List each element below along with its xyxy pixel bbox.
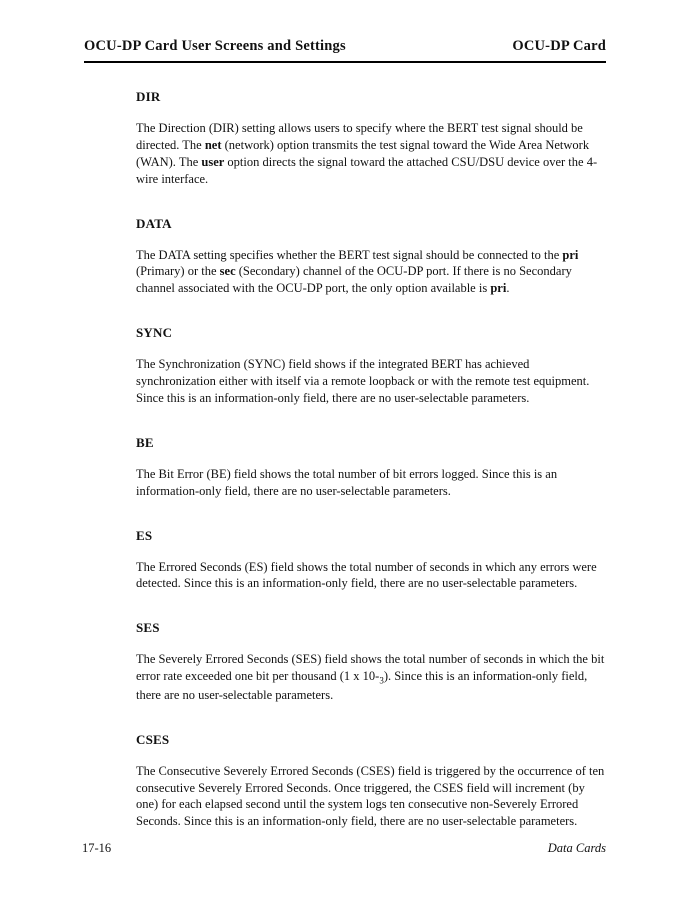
text-run: (network) option transmits the test signal toward the Wide Area Network (WAN). The (136, 137, 590, 169)
paragraph (136, 120, 606, 188)
paragraph (136, 559, 606, 593)
text-run: The Direction (DIR) setting allows users to specify where the BERT test signal should be directed. The (136, 121, 583, 152)
text-run: sec (219, 264, 236, 279)
section-heading: DIR (136, 89, 161, 104)
section-heading: DATA (136, 215, 172, 231)
text-run: (Primary) or the (136, 264, 220, 279)
paragraph (136, 763, 606, 831)
header-title-left: OCU-DP Card User Screens and Settings (84, 38, 346, 54)
section-heading: BE (136, 434, 154, 450)
page-footer (82, 841, 606, 856)
section-heading: SYNC (136, 325, 173, 341)
section-sync (136, 325, 606, 407)
text-run: The Synchronization (SYNC) field shows if the integrated BERT has achieved synchronization either with itself via a remote loopback or with the remote test equipment. Since this is an information-only field, there are no user-selectable parameters. (136, 357, 590, 405)
section-heading: SES (136, 620, 160, 636)
paragraph (136, 356, 606, 407)
section-dir (136, 89, 606, 188)
section-heading: ES (136, 527, 153, 543)
text-run: pri (490, 281, 507, 296)
section-data (136, 216, 606, 298)
paragraph (136, 466, 606, 500)
text-run: The Bit Error (BE) field shows the total number of bit errors logged. Since this is an information-only field, there are no user-selectable parameters. (136, 466, 558, 498)
text-run: . (506, 281, 510, 296)
paragraph (136, 651, 606, 703)
header-rule (84, 61, 606, 63)
page-number: 17-16 (82, 841, 112, 855)
section-ses (136, 620, 606, 703)
page-content (136, 89, 606, 830)
footer-section-title: Data Cards (547, 841, 606, 855)
text-run: The Severely Errored Seconds (SES) field shows the total number of seconds in which the bit error rate exceeded one bit per thousand (1 x 10- (136, 652, 605, 684)
text-run: ). Since this is an information-only field, there are no user-selectable parameters. (136, 669, 588, 702)
section-cses (136, 732, 606, 831)
text-run: (Secondary) channel of the OCU-DP port. If there is no Secondary channel associated with the OCU-DP port, the only option available is (136, 264, 572, 296)
header-title-right: OCU-DP Card (512, 38, 606, 54)
text-run: 3 (379, 675, 384, 686)
paragraph (136, 247, 606, 298)
text-run: The Errored Seconds (ES) field shows the total number of seconds in which any errors were detected. Since this is an information-only field, there are no user-selectable parameters. (136, 559, 597, 591)
section-be (136, 435, 606, 500)
text-run: option directs the signal toward the attached CSU/DSU device over the 4-wire interface. (136, 154, 598, 186)
section-es (136, 528, 606, 593)
page-header (84, 38, 606, 55)
text-run: pri (562, 247, 579, 262)
text-run: net (204, 137, 222, 152)
text-run: user (201, 154, 225, 169)
section-heading: CSES (136, 731, 170, 747)
text-run: The DATA setting specifies whether the BERT test signal should be connected to the (136, 247, 563, 262)
text-run: The Consecutive Severely Errored Seconds (CSES) field is triggered by the occurrence of ten consecutive Severely Errored Seconds. Once triggered, the CSES field will increment (by one) for each elapsed second until the system logs ten consecutive non-Severely Errored Seconds. Since this is an information-only field, there are no user-selectable parameters. (136, 763, 605, 829)
